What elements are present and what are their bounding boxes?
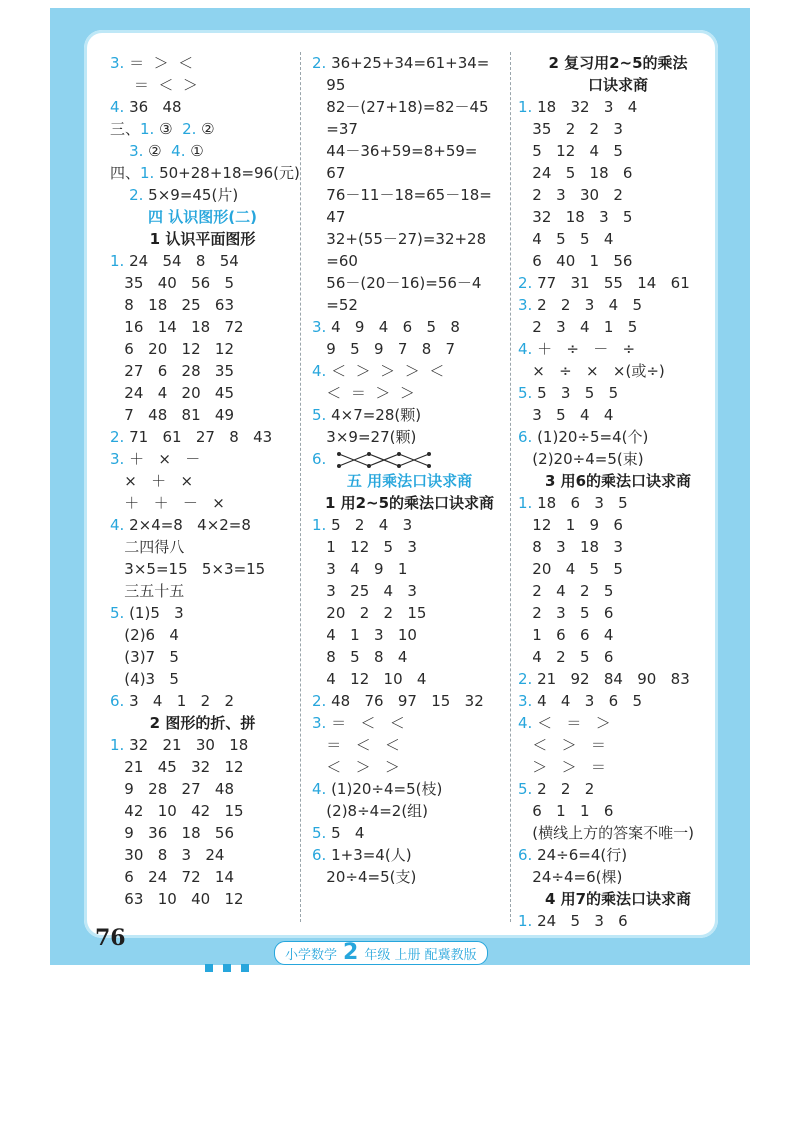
answer-text: (1)20÷5=4(个) bbox=[532, 428, 649, 446]
answer-line bbox=[518, 690, 718, 712]
answer-text: (2)6 4 bbox=[110, 626, 179, 644]
section-heading: 2 图形的折、拼 bbox=[149, 714, 256, 732]
matching-dot bbox=[397, 452, 401, 456]
answer-text: 47 bbox=[312, 208, 346, 226]
question-number: 4. bbox=[312, 780, 327, 798]
question-number: 6. bbox=[518, 846, 533, 864]
answer-line bbox=[518, 250, 718, 272]
answer-line bbox=[110, 52, 295, 74]
answer-text: × ＋ × bbox=[110, 472, 194, 490]
answer-text: 35 40 56 5 bbox=[110, 274, 235, 292]
answer-line bbox=[110, 514, 295, 536]
answer-line bbox=[110, 294, 295, 316]
answer-line bbox=[518, 206, 718, 228]
question-number: 6. bbox=[518, 428, 533, 446]
footer-subject: 小学数学 bbox=[285, 947, 338, 963]
answer-text: 4 5 5 4 bbox=[518, 230, 614, 248]
answer-line bbox=[110, 646, 295, 668]
answer-line bbox=[312, 514, 507, 536]
answer-line bbox=[312, 734, 507, 756]
answer-line bbox=[110, 426, 295, 448]
answer-line bbox=[312, 316, 507, 338]
answer-text: 1 12 5 3 bbox=[312, 538, 417, 556]
answer-line bbox=[110, 360, 295, 382]
answer-line bbox=[312, 426, 507, 448]
answer-line bbox=[110, 800, 295, 822]
section-heading: 五 用乘法口诀求商 bbox=[346, 472, 473, 490]
answer-text: 36 48 bbox=[124, 98, 182, 116]
answer-line bbox=[110, 492, 295, 514]
section-heading: 口诀求商 bbox=[587, 76, 648, 94]
answer-line bbox=[518, 228, 718, 250]
answer-text: 21 45 32 12 bbox=[110, 758, 244, 776]
answer-line bbox=[312, 250, 507, 272]
answer-text: 32 18 3 5 bbox=[518, 208, 633, 226]
question-number: 4. bbox=[110, 98, 125, 116]
question-number: 4. bbox=[312, 362, 327, 380]
answer-text: 2×4=8 4×2=8 bbox=[124, 516, 251, 534]
answer-line bbox=[518, 272, 718, 294]
matching-dot bbox=[397, 464, 401, 468]
answer-text: (4)3 5 bbox=[110, 670, 179, 688]
answer-text: 3×5=15 5×3=15 bbox=[110, 560, 266, 578]
answer-line bbox=[110, 74, 295, 96]
answer-text: 2 3 5 6 bbox=[518, 604, 614, 622]
answer-text: 42 10 42 15 bbox=[110, 802, 244, 820]
question-group-label: 三、 bbox=[110, 120, 141, 138]
answer-text: ＝ ＜ ＞ bbox=[110, 76, 198, 94]
answer-line bbox=[110, 756, 295, 778]
answer-line bbox=[312, 778, 507, 800]
answer-line bbox=[312, 580, 507, 602]
answer-text: (3)7 5 bbox=[110, 648, 179, 666]
answer-text: 24÷6=4(行) bbox=[532, 846, 628, 864]
matching-dot bbox=[337, 464, 341, 468]
answer-text: ＋ ＋ － × bbox=[110, 494, 225, 512]
page-number: 76 bbox=[95, 925, 126, 951]
answer-line bbox=[518, 910, 718, 932]
answer-text: 9 28 27 48 bbox=[110, 780, 235, 798]
answer-text: 4×7=28(颗) bbox=[326, 406, 422, 424]
question-number: 6. bbox=[312, 846, 327, 864]
answer-line bbox=[110, 580, 295, 602]
answer-text: 4 12 10 4 bbox=[312, 670, 427, 688]
answer-text: (2)20÷4=5(束) bbox=[518, 450, 644, 468]
answer-line bbox=[312, 272, 507, 294]
answer-text: 3 4 9 1 bbox=[312, 560, 408, 578]
answer-text: 24 5 18 6 bbox=[518, 164, 633, 182]
question-number: 1. bbox=[140, 164, 155, 182]
question-number: 2. bbox=[182, 120, 197, 138]
answer-text: 4 9 4 6 5 8 bbox=[326, 318, 460, 336]
answer-text: 2 4 2 5 bbox=[518, 582, 614, 600]
answer-text: 71 61 27 8 43 bbox=[124, 428, 273, 446]
answer-text: (1)20÷4=5(枝) bbox=[326, 780, 443, 798]
answer-text: 3×9=27(颗) bbox=[312, 428, 417, 446]
answer-line bbox=[110, 382, 295, 404]
answer-line bbox=[312, 800, 507, 822]
answer-line bbox=[110, 96, 295, 118]
answer-text: 32+(55－27)=32+28 bbox=[312, 230, 487, 248]
answer-line bbox=[518, 316, 718, 338]
answer-text: 44－36+59=8+59= bbox=[312, 142, 478, 160]
answer-text: 4 4 3 6 5 bbox=[532, 692, 643, 710]
answer-line bbox=[312, 536, 507, 558]
answer-line bbox=[518, 580, 718, 602]
question-group-label: 四、 bbox=[110, 164, 141, 182]
answer-line bbox=[518, 162, 718, 184]
answer-line bbox=[518, 448, 718, 470]
question-number: 3. bbox=[129, 142, 144, 160]
question-number: 5. bbox=[518, 780, 533, 798]
answer-text: =60 bbox=[312, 252, 358, 270]
answer-line bbox=[518, 118, 718, 140]
answer-text: 20 2 2 15 bbox=[312, 604, 427, 622]
answer-line bbox=[312, 624, 507, 646]
answer-line bbox=[110, 184, 295, 206]
answer-line bbox=[312, 646, 507, 668]
answer-line bbox=[110, 118, 295, 140]
answer-line bbox=[110, 690, 295, 712]
answer-text: ② bbox=[196, 120, 215, 138]
answer-text: 50+28+18=96(元) bbox=[154, 164, 300, 182]
section-heading: 4 用7的乘法口诀求商 bbox=[544, 890, 692, 908]
answer-line bbox=[312, 96, 507, 118]
question-number: 1. bbox=[110, 252, 125, 270]
question-number: 3. bbox=[312, 318, 327, 336]
answer-line bbox=[110, 822, 295, 844]
answer-text: 5 12 4 5 bbox=[518, 142, 623, 160]
answer-text: 67 bbox=[312, 164, 346, 182]
section-heading: 3 用6的乘法口诀求商 bbox=[544, 472, 692, 490]
answer-text: 24 4 20 45 bbox=[110, 384, 235, 402]
answer-text: 2 3 30 2 bbox=[518, 186, 623, 204]
question-number: 1. bbox=[140, 120, 155, 138]
answer-line bbox=[312, 294, 507, 316]
answer-line bbox=[518, 756, 718, 778]
answer-line bbox=[312, 558, 507, 580]
question-number: 6. bbox=[312, 450, 327, 468]
answer-text: 32 21 30 18 bbox=[124, 736, 249, 754]
section-heading: 2 复习用2~5的乘法 bbox=[548, 54, 688, 72]
question-number: 4. bbox=[518, 340, 533, 358]
answer-line bbox=[312, 228, 507, 250]
section-heading: 1 认识平面图形 bbox=[149, 230, 256, 248]
answer-line bbox=[518, 514, 718, 536]
answer-line bbox=[518, 294, 718, 316]
answer-text: 7 48 81 49 bbox=[110, 406, 235, 424]
answer-text: 76－11－18=65－18= bbox=[312, 186, 492, 204]
question-number: 2. bbox=[518, 274, 533, 292]
answer-text: ＝ ＞ ＜ bbox=[124, 54, 194, 72]
answer-line bbox=[518, 184, 718, 206]
answer-line bbox=[110, 272, 295, 294]
answer-line bbox=[312, 118, 507, 140]
answer-text: 4 1 3 10 bbox=[312, 626, 417, 644]
answer-line bbox=[312, 690, 507, 712]
answer-text: 6 24 72 14 bbox=[110, 868, 235, 886]
answer-line bbox=[518, 800, 718, 822]
question-number: 4. bbox=[110, 516, 125, 534]
section-heading: 四 认识图形(二) bbox=[148, 208, 257, 226]
answer-text: 3 4 1 2 2 bbox=[124, 692, 235, 710]
answer-line bbox=[518, 734, 718, 756]
answer-text: 24÷4=6(棵) bbox=[518, 868, 623, 886]
footer-marks bbox=[205, 957, 259, 976]
answer-text: 56－(20－16)=56－4 bbox=[312, 274, 482, 292]
answer-line bbox=[312, 712, 507, 734]
answer-text: 20÷4=5(支) bbox=[312, 868, 417, 886]
answer-text: 82－(27+18)=82－45 bbox=[312, 98, 489, 116]
answer-line bbox=[110, 844, 295, 866]
question-number: 2. bbox=[129, 186, 144, 204]
answer-text: 2 3 4 1 5 bbox=[518, 318, 638, 336]
answer-text: ① bbox=[185, 142, 204, 160]
answer-text: ＜ ＞ ＞ bbox=[312, 758, 400, 776]
answer-text: 1 6 6 4 bbox=[518, 626, 614, 644]
answer-text: 6 40 1 56 bbox=[518, 252, 633, 270]
answer-line bbox=[110, 624, 295, 646]
answer-line bbox=[518, 426, 718, 448]
answer-text: ＝ ＜ ＜ bbox=[312, 736, 400, 754]
matching-dot bbox=[427, 464, 431, 468]
answer-text: 63 10 40 12 bbox=[110, 890, 244, 908]
question-number: 1. bbox=[518, 494, 533, 512]
question-number: 3. bbox=[110, 54, 125, 72]
answer-line bbox=[518, 338, 718, 360]
question-number: 5. bbox=[312, 824, 327, 842]
answer-text: (2)8÷4=2(组) bbox=[312, 802, 429, 820]
question-number: 2. bbox=[312, 54, 327, 72]
answer-text: ③ bbox=[154, 120, 183, 138]
answer-line bbox=[518, 360, 718, 382]
answer-line bbox=[110, 888, 295, 910]
question-number: 1. bbox=[312, 516, 327, 534]
answer-text: (横线上方的答案不唯一) bbox=[518, 824, 695, 842]
answer-text: ＜ ＝ ＞ ＞ bbox=[312, 384, 415, 402]
answer-text: 95 bbox=[312, 76, 346, 94]
answer-line bbox=[312, 756, 507, 778]
matching-lines-figure bbox=[326, 450, 441, 468]
question-number: 3. bbox=[518, 692, 533, 710]
answer-text: 6 20 12 12 bbox=[110, 340, 235, 358]
answer-text: ＋ × － bbox=[124, 450, 201, 468]
matching-dot bbox=[367, 452, 371, 456]
answer-text: 5 2 4 3 bbox=[326, 516, 413, 534]
answer-line bbox=[110, 602, 295, 624]
answer-line bbox=[518, 536, 718, 558]
answer-line bbox=[110, 866, 295, 888]
answer-text: 48 76 97 15 32 bbox=[326, 692, 484, 710]
answer-text: 35 2 2 3 bbox=[518, 120, 623, 138]
answer-text: ＋ ÷ － ÷ bbox=[532, 340, 636, 358]
answer-line bbox=[518, 822, 718, 844]
answer-line bbox=[518, 382, 718, 404]
answer-line bbox=[110, 448, 295, 470]
answer-text: ＜ ＞ ＞ ＞ ＜ bbox=[326, 362, 445, 380]
answer-text: 24 54 8 54 bbox=[124, 252, 239, 270]
answer-line bbox=[312, 140, 507, 162]
answer-text: 8 5 8 4 bbox=[312, 648, 408, 666]
answer-line bbox=[110, 316, 295, 338]
matching-dot bbox=[337, 452, 341, 456]
matching-dot bbox=[427, 452, 431, 456]
answer-text: (1)5 3 bbox=[124, 604, 184, 622]
answer-text: 2 2 2 bbox=[532, 780, 595, 798]
answer-line bbox=[518, 140, 718, 162]
answer-line bbox=[518, 558, 718, 580]
answer-line bbox=[518, 624, 718, 646]
answer-line bbox=[312, 668, 507, 690]
answer-text: 二四得八 bbox=[110, 538, 185, 556]
answer-line bbox=[110, 404, 295, 426]
answer-text: 20 4 5 5 bbox=[518, 560, 623, 578]
answer-text: 12 1 9 6 bbox=[518, 516, 623, 534]
answer-line bbox=[312, 448, 507, 470]
question-number: 2. bbox=[110, 428, 125, 446]
answer-text: ＜ ＝ ＞ bbox=[532, 714, 611, 732]
answer-text: 4 2 5 6 bbox=[518, 648, 614, 666]
answer-column-1 bbox=[110, 52, 300, 910]
answer-text: =37 bbox=[312, 120, 358, 138]
answer-line bbox=[110, 558, 295, 580]
answer-line bbox=[312, 162, 507, 184]
footer-grade-number: 2 bbox=[343, 940, 359, 965]
answer-line bbox=[518, 668, 718, 690]
answer-text: 1+3=4(人) bbox=[326, 846, 412, 864]
question-number: 2. bbox=[518, 670, 533, 688]
answer-line bbox=[110, 250, 295, 272]
answer-line bbox=[518, 844, 718, 866]
answer-text: 30 8 3 24 bbox=[110, 846, 225, 864]
answer-text: =52 bbox=[312, 296, 358, 314]
answer-line bbox=[518, 866, 718, 888]
answer-line bbox=[110, 734, 295, 756]
answer-line bbox=[312, 184, 507, 206]
matching-dot bbox=[367, 464, 371, 468]
answer-line bbox=[312, 52, 507, 74]
question-number: 6. bbox=[110, 692, 125, 710]
answer-line bbox=[312, 602, 507, 624]
answer-column-3 bbox=[518, 52, 718, 932]
question-number: 5. bbox=[518, 384, 533, 402]
answer-line bbox=[518, 646, 718, 668]
answer-line bbox=[110, 140, 295, 162]
answer-text: 24 5 3 6 bbox=[532, 912, 628, 930]
answer-text: 5 3 5 5 bbox=[532, 384, 619, 402]
answer-text: 18 32 3 4 bbox=[532, 98, 638, 116]
question-number: 2. bbox=[312, 692, 327, 710]
answer-line bbox=[110, 536, 295, 558]
answer-text: ＞ ＞ ＝ bbox=[518, 758, 606, 776]
answer-text: 6 1 1 6 bbox=[518, 802, 614, 820]
answer-text: 18 6 3 5 bbox=[532, 494, 628, 512]
answer-line bbox=[312, 822, 507, 844]
answer-text: 5×9=45(片) bbox=[143, 186, 239, 204]
answer-text: 36+25+34=61+34= bbox=[326, 54, 490, 72]
answer-column-2 bbox=[312, 52, 507, 888]
answer-line bbox=[312, 74, 507, 96]
answer-text: 16 14 18 72 bbox=[110, 318, 244, 336]
question-number: 4. bbox=[171, 142, 186, 160]
answer-text: ＝ ＜ ＜ bbox=[326, 714, 405, 732]
answer-text: 21 92 84 90 83 bbox=[532, 670, 690, 688]
answer-text: 5 4 bbox=[326, 824, 365, 842]
answer-text: 27 6 28 35 bbox=[110, 362, 235, 380]
question-number: 3. bbox=[518, 296, 533, 314]
answer-line bbox=[110, 162, 300, 184]
answer-line bbox=[110, 778, 295, 800]
answer-text: 77 31 55 14 61 bbox=[532, 274, 690, 292]
answer-text: 8 18 25 63 bbox=[110, 296, 235, 314]
column-divider bbox=[300, 52, 301, 922]
footer-edition: 年级 上册 配冀教版 bbox=[364, 947, 477, 963]
question-number: 1. bbox=[518, 912, 533, 930]
answer-line bbox=[518, 602, 718, 624]
question-number: 1. bbox=[110, 736, 125, 754]
answer-text: ＜ ＞ ＝ bbox=[518, 736, 606, 754]
question-number: 5. bbox=[312, 406, 327, 424]
column-divider bbox=[510, 52, 511, 922]
answer-line bbox=[312, 404, 507, 426]
section-heading: 1 用2~5的乘法口诀求商 bbox=[324, 494, 495, 512]
answer-text: 8 3 18 3 bbox=[518, 538, 623, 556]
answer-line bbox=[110, 338, 295, 360]
answer-line bbox=[518, 96, 718, 118]
answer-line bbox=[110, 470, 295, 492]
answer-text: 3 25 4 3 bbox=[312, 582, 417, 600]
answer-line bbox=[518, 778, 718, 800]
answer-line bbox=[110, 668, 295, 690]
question-number: 3. bbox=[312, 714, 327, 732]
answer-line bbox=[312, 338, 507, 360]
answer-line bbox=[312, 844, 507, 866]
answer-line bbox=[518, 712, 718, 734]
answer-line bbox=[312, 360, 507, 382]
answer-text: 三五十五 bbox=[110, 582, 185, 600]
answer-line bbox=[312, 206, 507, 228]
answer-text: 3 5 4 4 bbox=[518, 406, 614, 424]
question-number: 5. bbox=[110, 604, 125, 622]
answer-text: 2 2 3 4 5 bbox=[532, 296, 643, 314]
answer-text: 9 36 18 56 bbox=[110, 824, 235, 842]
answer-text: × ÷ × ×(或÷) bbox=[518, 362, 665, 380]
answer-line bbox=[312, 382, 507, 404]
question-number: 1. bbox=[518, 98, 533, 116]
question-number: 3. bbox=[110, 450, 125, 468]
answer-line bbox=[312, 866, 507, 888]
question-group-label bbox=[110, 142, 129, 160]
question-number: 4. bbox=[518, 714, 533, 732]
footer-badge bbox=[274, 941, 488, 965]
answer-text: 9 5 9 7 8 7 bbox=[312, 340, 456, 358]
answer-line bbox=[518, 404, 718, 426]
answer-text: ② bbox=[143, 142, 172, 160]
answer-line bbox=[518, 492, 718, 514]
